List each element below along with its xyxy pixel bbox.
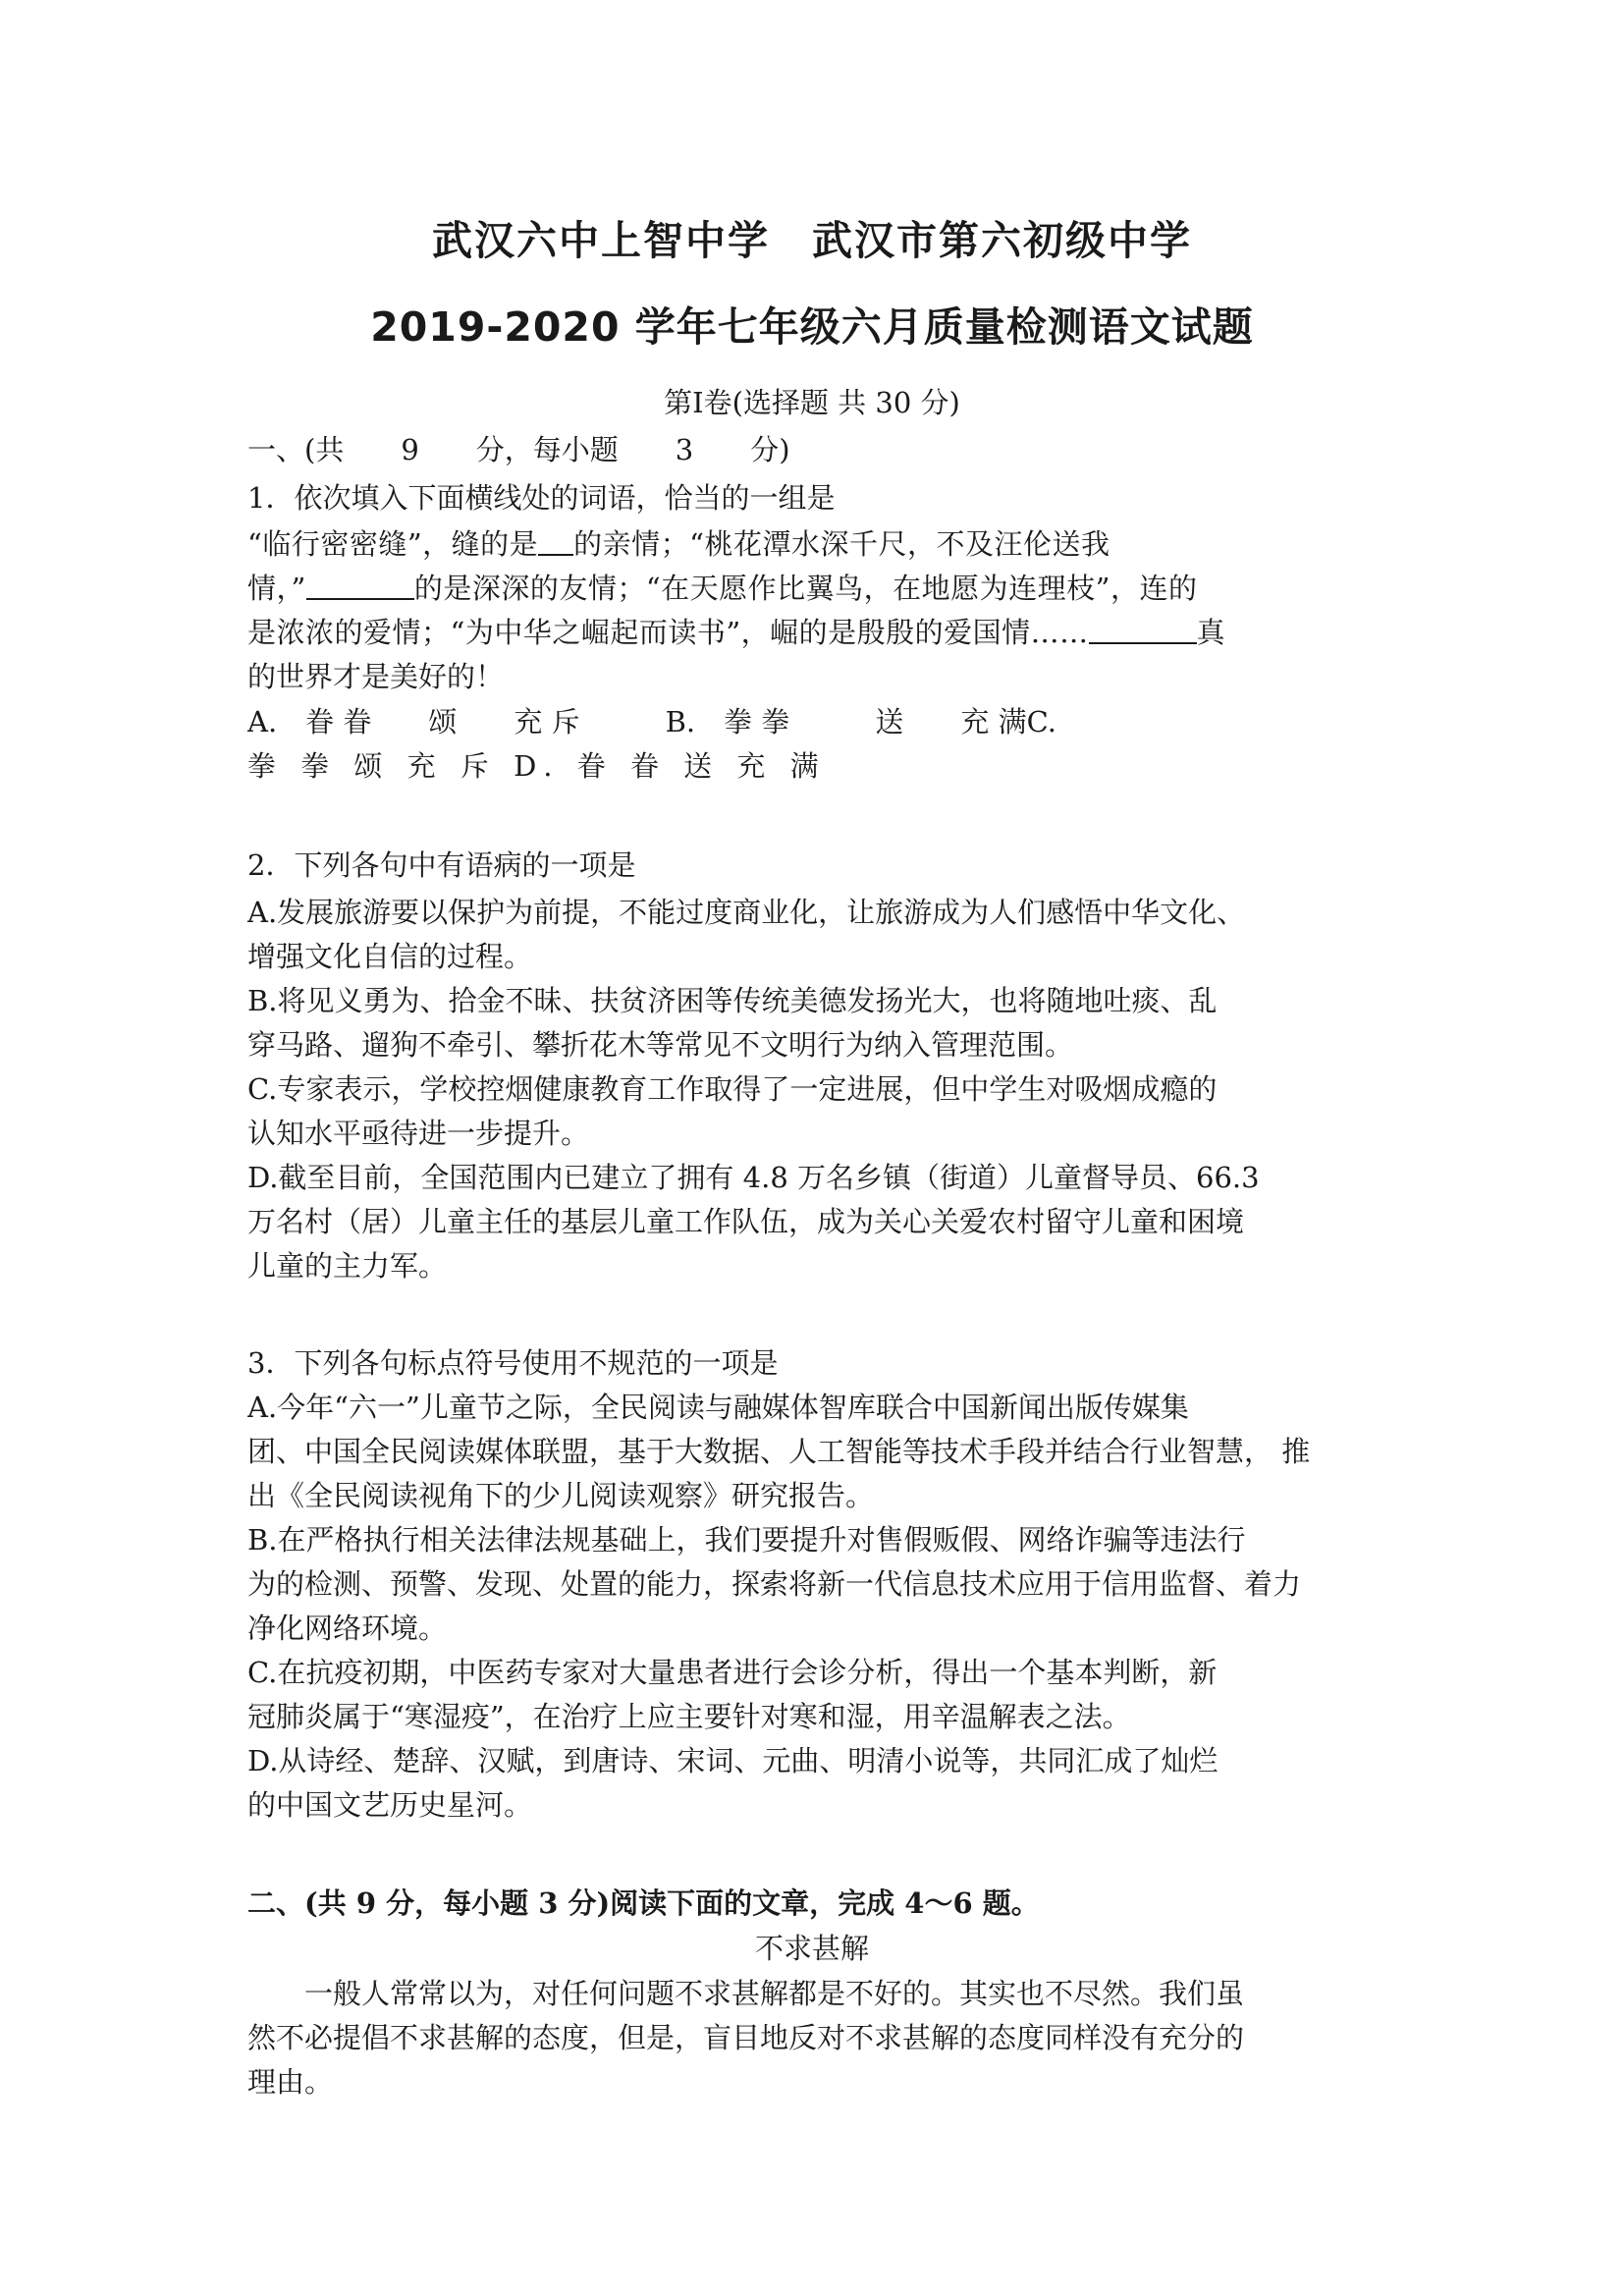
q1-passage-text: 真 — [1196, 616, 1226, 649]
article-paragraph: 然不必提倡不求甚解的态度，但是，盲目地反对不求甚解的态度同样没有充分的 — [247, 2021, 1245, 2054]
q3-option-c: C.在抗疫初期，中医药专家对大量患者进行会诊分析，得出一个基本判断，新 — [247, 1656, 1218, 1689]
q1-passage-line: 的世界才是美好的！ — [247, 660, 505, 693]
q2-option-c: 认知水平亟待进一步提升。 — [247, 1117, 590, 1150]
section2-heading: 二、(共 9 分，每小题 3 分)阅读下面的文章，完成 4～6 题。 — [247, 1886, 1040, 1920]
q3-option-a: 团、中国全民阅读媒体联盟，基于大数据、人工智能等技术手段并结合行业智慧， 推 — [247, 1435, 1311, 1468]
q3-option-c: 冠肺炎属于“寒湿疫”，在治疗上应主要针对寒和湿，用辛温解表之法。 — [247, 1700, 1131, 1733]
answer-blank — [1089, 613, 1197, 644]
q3-option-a: 出《全民阅读视角下的少儿阅读观察》研究报告。 — [247, 1479, 875, 1512]
q2-option-b: B.将见义勇为、拾金不昧、扶贫济困等传统美德发扬光大，也将随地吐痰、乱 — [247, 984, 1218, 1017]
q1-passage-text: 的亲情；“桃花潭水深千尺，不及汪伦送我 — [573, 527, 1110, 561]
q2-stem: 2．下列各句中有语病的一项是 — [247, 848, 636, 882]
q2-option-c: C.专家表示，学校控烟健康教育工作取得了一定进展，但中学生对吸烟成瘾的 — [247, 1072, 1218, 1106]
q3-option-b: B.在严格执行相关法律法规基础上，我们要提升对售假贩假、网络诈骗等违法行 — [247, 1523, 1246, 1557]
q3-option-a: A.今年“六一”儿童节之际，全民阅读与融媒体智库联合中国新闻出版传媒集 — [247, 1391, 1189, 1424]
q1-passage-text: 情，” — [247, 572, 306, 605]
q2-option-a: A.发展旅游要以保护为前提，不能过度商业化，让旅游成为人们感悟中华文化、 — [247, 896, 1246, 929]
article-paragraph: 一般人常常以为，对任何问题不求甚解都是不好的。其实也不尽然。我们虽 — [247, 1977, 1245, 2010]
q3-option-d: D.从诗经、楚辞、汉赋，到唐诗、宋词、元曲、明清小说等，共同汇成了灿烂 — [247, 1744, 1218, 1777]
q1-stem: 1．依次填入下面横线处的词语，恰当的一组是 — [247, 481, 836, 515]
volume-heading: 第Ⅰ卷(选择题 共 30 分) — [664, 386, 960, 419]
q3-stem: 3．下列各句标点符号使用不规范的一项是 — [247, 1346, 779, 1380]
q1-options: A. 眷 眷 颂 充 斥 B. 拳 拳 送 充 满C. — [247, 705, 1056, 738]
q1-passage-line — [247, 566, 1391, 611]
answer-blank — [538, 524, 573, 556]
q1-passage-text: 的是深深的友情；“在天愿作比翼鸟，在地愿为连理枝”，连的 — [413, 572, 1198, 605]
q2-option-d: 儿童的主力军。 — [247, 1249, 448, 1283]
school-title: 武汉六中上智中学 武汉市第六初级中学 — [432, 217, 1192, 264]
q3-option-d: 的中国文艺历史星河。 — [247, 1788, 533, 1822]
q1-options: 拳 拳 颂 充 斥 D. 眷 眷 送 充 满 — [247, 749, 827, 783]
q1-passage-text: “临行密密缝”，缝的是 — [247, 527, 539, 561]
section1-heading: 一、(共 9 分，每小题 3 分) — [247, 433, 790, 466]
q3-option-b: 为的检测、预警、发现、处置的能力，探索将新一代信息技术应用于信用监督、着力 — [247, 1567, 1302, 1601]
q2-option-d: 万名村（居）儿童主任的基层儿童工作队伍，成为关心关爱农村留守儿童和困境 — [247, 1205, 1245, 1238]
q2-option-a: 增强文化自信的过程。 — [247, 940, 533, 973]
article-paragraph: 理由。 — [247, 2065, 334, 2099]
exam-title: 2019-2020 学年七年级六月质量检测语文试题 — [370, 303, 1254, 351]
q1-passage-line — [247, 610, 1391, 655]
article-title: 不求甚解 — [754, 1932, 869, 1965]
q2-option-d: D.截至目前，全国范围内已建立了拥有 4.8 万名乡镇（街道）儿童督导员、66.3 — [247, 1161, 1260, 1194]
q1-passage-text: 是浓浓的爱情；“为中华之崛起而读书”，崛的是殷殷的爱国情…… — [247, 616, 1089, 649]
answer-blank — [306, 569, 414, 600]
q2-option-b: 穿马路、遛狗不牵引、攀折花木等常见不文明行为纳入管理范围。 — [247, 1028, 1074, 1062]
q3-option-b: 净化网络环境。 — [247, 1612, 448, 1645]
q1-passage-line — [247, 521, 1391, 567]
